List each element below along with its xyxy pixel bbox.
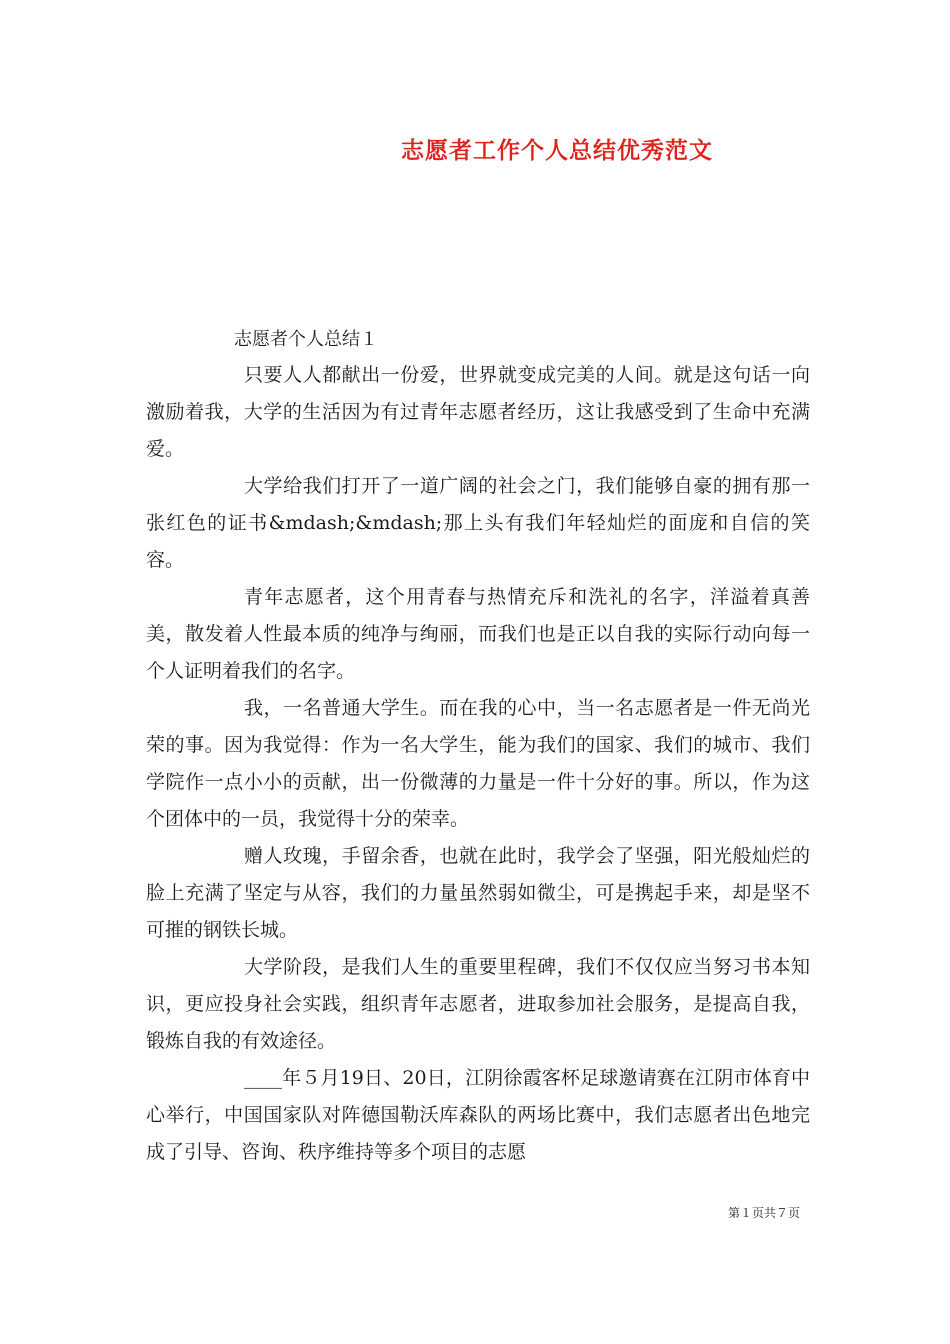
section-heading: 志愿者个人总结１ (234, 329, 378, 350)
paragraph: 我，一名普通大学生。而在我的心中，当一名志愿者是一件无尚光荣的事。因为我觉得：作为一名大学生，能为我们的国家、我们的城市、我们学院作一点小小的贡献，出一份微薄的力量是一件十分好的事。所以，作为这个团体中的一员，我觉得十分的荣幸。 (146, 697, 810, 830)
paragraph: 赠人玫瑰，手留余香，也就在此时，我学会了坚强，阳光般灿烂的脸上充满了坚定与从容，我们的力量虽然弱如微尘，可是携起手来，却是坚不可摧的钢铁长城。 (146, 845, 810, 941)
paragraph: 只要人人都献出一份爱，世界就变成完美的人间。就是这句话一向激励着我，大学的生活因为有过青年志愿者经历，这让我感受到了生命中充满爱。 (146, 364, 810, 460)
paragraph: 大学给我们打开了一道广阔的社会之门，我们能够自豪的拥有那一张红色的证书&mdash;&mdash;那上头有我们年轻灿烂的面庞和自信的笑容。 (146, 475, 810, 571)
page-number-footer: 第１页共７页 (727, 1206, 800, 1220)
document-body (146, 357, 810, 1171)
paragraph: 青年志愿者，这个用青春与热情充斥和洗礼的名字，洋溢着真善美，散发着人性最本质的纯净与绚丽，而我们也是正以自我的实际行动向每一个人证明着我们的名字。 (146, 586, 810, 682)
paragraph: ____年５月19日、20日，江阴徐霞客杯足球邀请赛在江阴市体育中心举行，中国国家队对阵德国勒沃库森队的两场比赛中，我们志愿者出色地完成了引导、咨询、秩序维持等多个项目的志愿 (146, 1067, 810, 1163)
paragraph: 大学阶段，是我们人生的重要里程碑，我们不仅仅应当努习书本知识，更应投身社会实践，组织青年志愿者，进取参加社会服务，是提高自我，锻炼自我的有效途径。 (146, 956, 810, 1052)
document-title: 志愿者工作个人总结优秀范文 (401, 137, 713, 164)
